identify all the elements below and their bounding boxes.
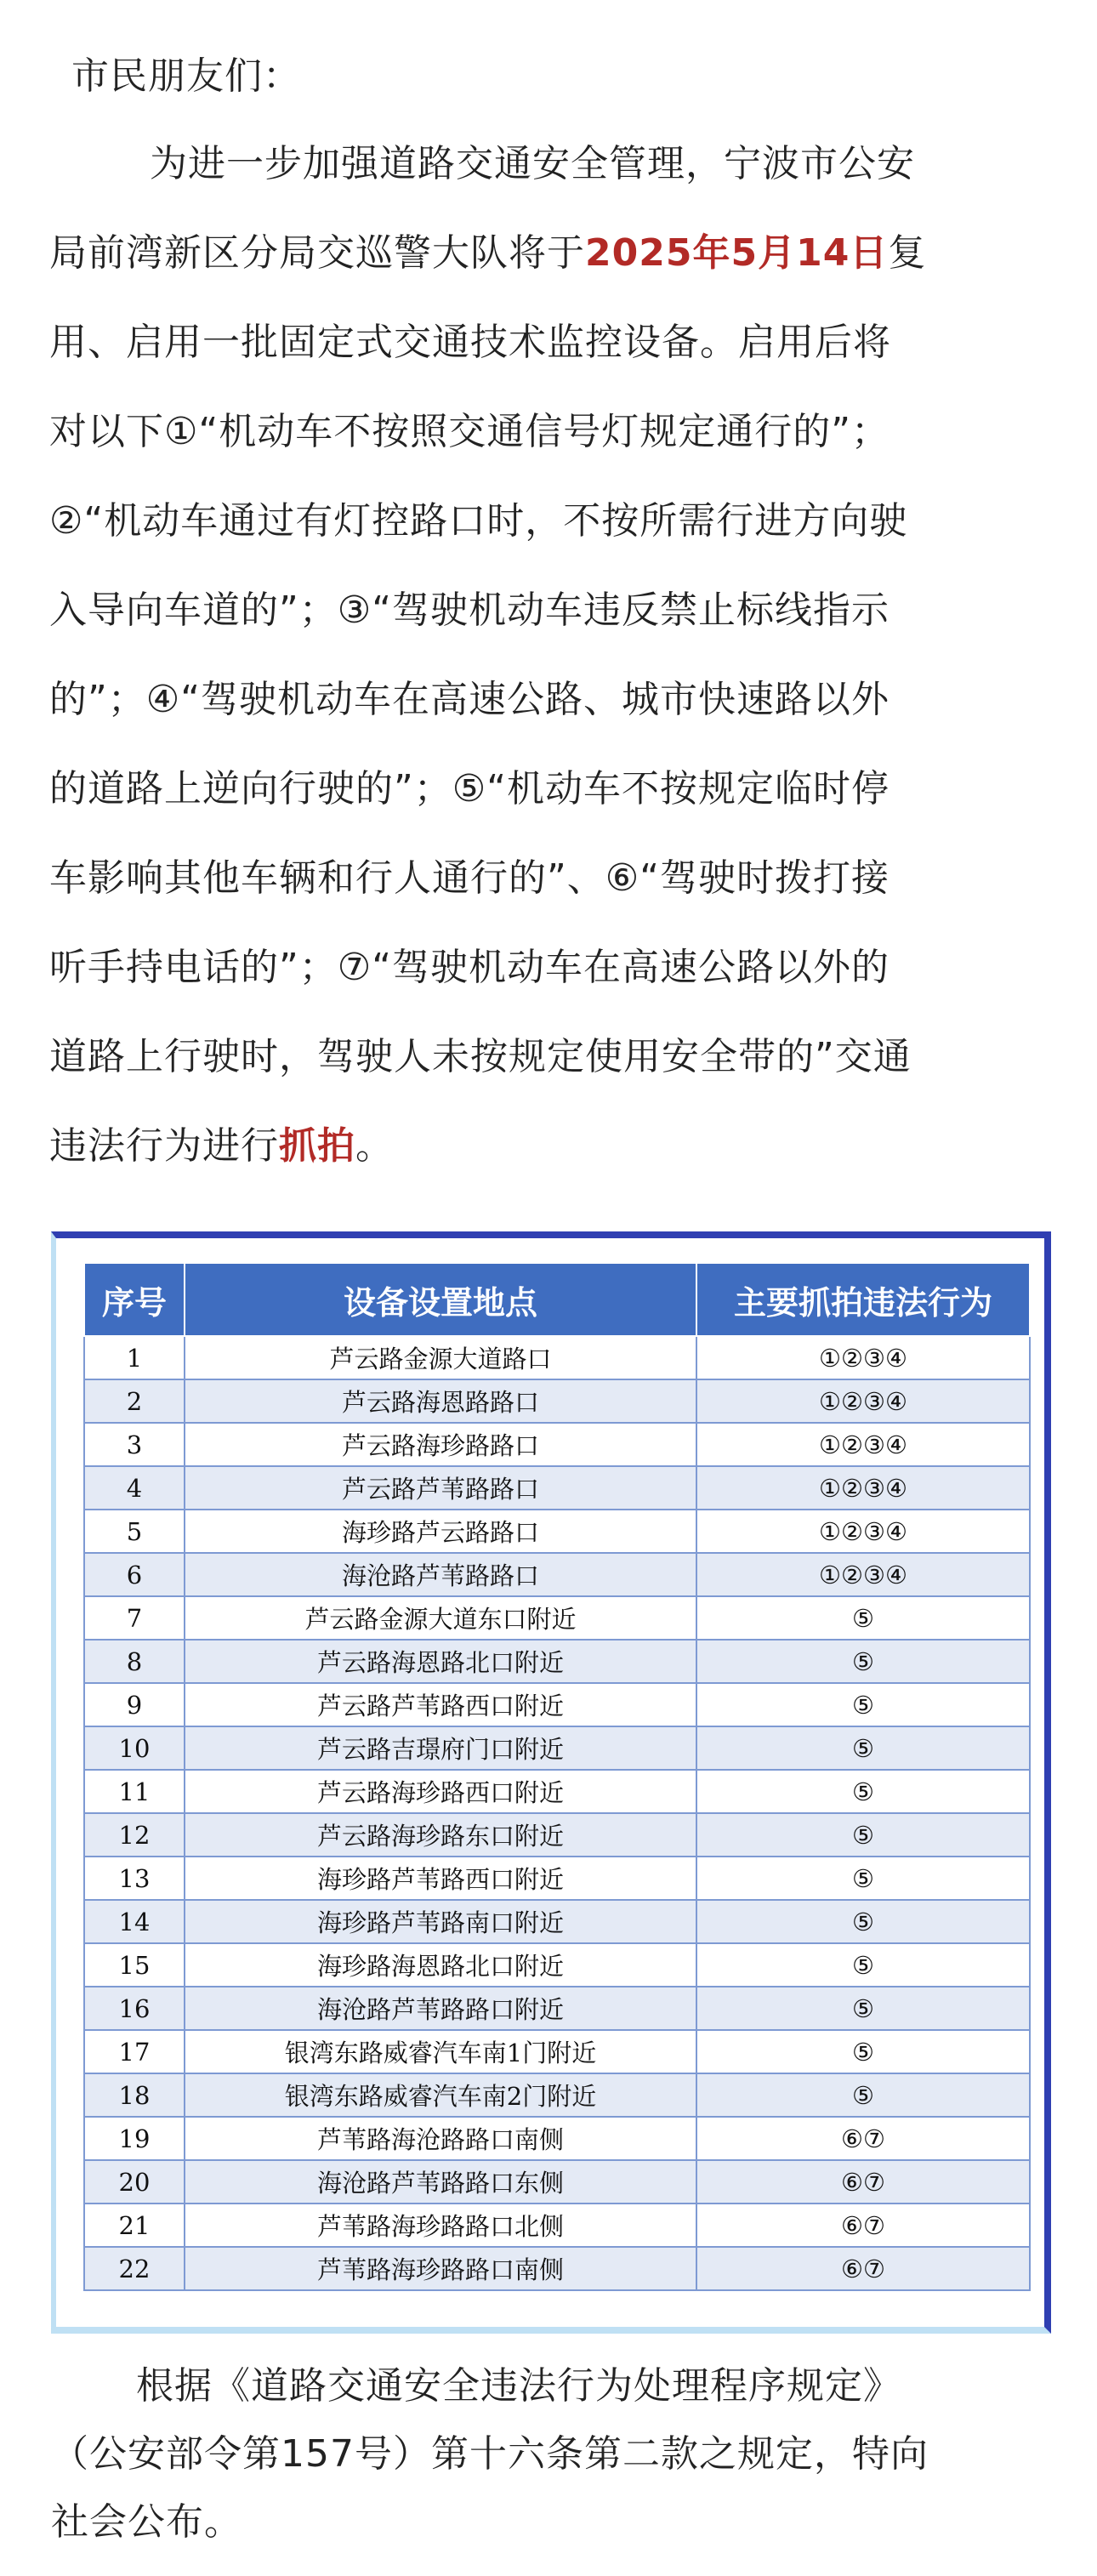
line-2-suffix: 复 [888, 231, 927, 275]
table-row [84, 1900, 1030, 1943]
paragraph-line-8: 的道路上逆向行驶的”；⑤“机动车不按规定临时停 [49, 767, 890, 810]
closing-line-3: 社会公布。 [51, 2500, 242, 2544]
table-row [84, 1466, 1030, 1510]
table-row [84, 1726, 1030, 1770]
cell-location: 芦云路海珍路西口附近 [185, 1770, 696, 1813]
paragraph-line-3: 用、启用一批固定式交通技术监控设备。启用后将 [49, 321, 891, 364]
cell-location: 银湾东路威睿汽车南2门附近 [185, 2073, 696, 2117]
cell-index: 8 [84, 1640, 185, 1683]
line-12-suffix: 。 [355, 1124, 394, 1168]
cell-violations: ①②③④ [696, 1510, 1030, 1553]
cell-index: 17 [84, 2030, 185, 2073]
greeting: 市民朋友们： [71, 54, 301, 98]
table-row [84, 1553, 1030, 1596]
cell-violations: ⑥⑦ [696, 2160, 1030, 2204]
cell-location: 芦云路海恩路北口附近 [185, 1640, 696, 1683]
cell-location: 芦苇路海沧路路口南侧 [185, 2117, 696, 2160]
cell-index: 22 [84, 2247, 185, 2290]
header-index: 序号 [84, 1263, 185, 1336]
table-row [84, 1987, 1030, 2030]
cell-location: 芦云路金源大道东口附近 [185, 1596, 696, 1640]
table-row [84, 1770, 1030, 1813]
table-row [84, 1857, 1030, 1900]
notice-body [49, 34, 1061, 1191]
cell-violations: ①②③④ [696, 1466, 1030, 1510]
cell-violations: ⑤ [696, 1640, 1030, 1683]
start-date-highlight: 2025年5月14日 [585, 231, 889, 275]
cell-index: 5 [84, 1510, 185, 1553]
cell-violations: ①②③④ [696, 1379, 1030, 1423]
cell-violations: ⑤ [696, 2030, 1030, 2073]
cell-location: 海珍路芦苇路南口附近 [185, 1900, 696, 1943]
cell-violations: ⑤ [696, 1900, 1030, 1943]
paragraph-line-11: 道路上行驶时，驾驶人未按规定使用安全带的”交通 [49, 1035, 912, 1078]
paragraph-line-2 [49, 208, 1061, 298]
cell-index: 20 [84, 2160, 185, 2204]
paragraph-line-7: 的”；④“驾驶机动车在高速公路、城市快速路以外 [49, 678, 890, 721]
cell-violations: ⑤ [696, 1596, 1030, 1640]
paragraph-line-6: 入导向车道的”；③“驾驶机动车违反禁止标线指示 [49, 589, 890, 632]
equipment-table [83, 1262, 1031, 2291]
cell-violations: ⑤ [696, 1987, 1030, 2030]
table-row [84, 2204, 1030, 2247]
cell-location: 芦云路芦苇路路口 [185, 1466, 696, 1510]
table-row [84, 1813, 1030, 1857]
cell-location: 芦云路海恩路路口 [185, 1379, 696, 1423]
cell-index: 12 [84, 1813, 185, 1857]
cell-violations: ⑤ [696, 1857, 1030, 1900]
table-row [84, 2117, 1030, 2160]
table-row [84, 1683, 1030, 1726]
cell-violations: ①②③④ [696, 1423, 1030, 1466]
cell-index: 19 [84, 2117, 185, 2160]
cell-violations: ⑤ [696, 1726, 1030, 1770]
cell-index: 16 [84, 1987, 185, 2030]
cell-index: 9 [84, 1683, 185, 1726]
capture-highlight: 抓拍 [279, 1124, 355, 1168]
table-row [84, 2073, 1030, 2117]
cell-location: 芦苇路海珍路路口北侧 [185, 2204, 696, 2247]
table-row [84, 1640, 1030, 1683]
closing-line-1: 根据《道路交通安全违法行为处理程序规定》 [136, 2364, 901, 2408]
header-location: 设备设置地点 [185, 1263, 696, 1336]
cell-location: 海珍路芦苇路西口附近 [185, 1857, 696, 1900]
cell-index: 6 [84, 1553, 185, 1596]
table-row [84, 1510, 1030, 1553]
cell-location: 海沧路芦苇路路口东侧 [185, 2160, 696, 2204]
cell-violations: ⑤ [696, 1943, 1030, 1987]
table-row [84, 2160, 1030, 2204]
cell-index: 2 [84, 1379, 185, 1423]
cell-violations: ⑤ [696, 1813, 1030, 1857]
header-violations: 主要抓拍违法行为 [696, 1263, 1030, 1336]
cell-violations: ⑤ [696, 1770, 1030, 1813]
paragraph-line-10: 听手持电话的”；⑦“驾驶机动车在高速公路以外的 [49, 946, 890, 989]
table-row [84, 1423, 1030, 1466]
cell-index: 15 [84, 1943, 185, 1987]
equipment-table-frame [51, 1231, 1051, 2334]
cell-violations: ⑥⑦ [696, 2247, 1030, 2290]
paragraph-line-9: 车影响其他车辆和行人通行的”、⑥“驾驶时拨打接 [49, 856, 890, 900]
cell-violations: ①②③④ [696, 1336, 1030, 1379]
cell-location: 芦云路芦苇路西口附近 [185, 1683, 696, 1726]
cell-location: 海沧路芦苇路路口 [185, 1553, 696, 1596]
cell-index: 10 [84, 1726, 185, 1770]
cell-index: 13 [84, 1857, 185, 1900]
cell-location: 海珍路海恩路北口附近 [185, 1943, 696, 1987]
cell-index: 14 [84, 1900, 185, 1943]
cell-index: 18 [84, 2073, 185, 2117]
table-row [84, 2030, 1030, 2073]
cell-location: 芦云路海珍路路口 [185, 1423, 696, 1466]
cell-location: 芦云路海珍路东口附近 [185, 1813, 696, 1857]
paragraph-line-12 [49, 1101, 1061, 1191]
cell-violations: ①②③④ [696, 1553, 1030, 1596]
cell-location: 海珍路芦云路路口 [185, 1510, 696, 1553]
table-row [84, 1379, 1030, 1423]
cell-location: 海沧路芦苇路路口附近 [185, 1987, 696, 2030]
cell-violations: ⑤ [696, 2073, 1030, 2117]
cell-index: 11 [84, 1770, 185, 1813]
paragraph-line-4: 对以下①“机动车不按照交通信号灯规定通行的”； [49, 410, 890, 453]
cell-location: 芦苇路海珍路路口南侧 [185, 2247, 696, 2290]
paragraph-line-1: 为进一步加强道路交通安全管理，宁波市公安 [150, 142, 915, 185]
closing-body [51, 2352, 1063, 2556]
cell-location: 芦云路吉璟府门口附近 [185, 1726, 696, 1770]
table-row [84, 1336, 1030, 1379]
table-row [84, 2247, 1030, 2290]
cell-location: 银湾东路威睿汽车南1门附近 [185, 2030, 696, 2073]
table-body [84, 1336, 1030, 2290]
cell-violations: ⑥⑦ [696, 2204, 1030, 2247]
cell-index: 7 [84, 1596, 185, 1640]
table-row [84, 1943, 1030, 1987]
table-header-row [84, 1263, 1030, 1336]
paragraph-line-5: ②“机动车通过有灯控路口时，不按所需行进方向驶 [49, 499, 908, 543]
line-2-prefix: 局前湾新区分局交巡警大队将于 [49, 231, 585, 275]
cell-location: 芦云路金源大道路口 [185, 1336, 696, 1379]
line-12-prefix: 违法行为进行 [49, 1124, 279, 1168]
table-row [84, 1596, 1030, 1640]
closing-line-2: （公安部令第157号）第十六条第二款之规定，特向 [51, 2432, 929, 2476]
cell-index: 3 [84, 1423, 185, 1466]
cell-index: 4 [84, 1466, 185, 1510]
cell-index: 21 [84, 2204, 185, 2247]
cell-index: 1 [84, 1336, 185, 1379]
cell-violations: ⑤ [696, 1683, 1030, 1726]
cell-violations: ⑥⑦ [696, 2117, 1030, 2160]
